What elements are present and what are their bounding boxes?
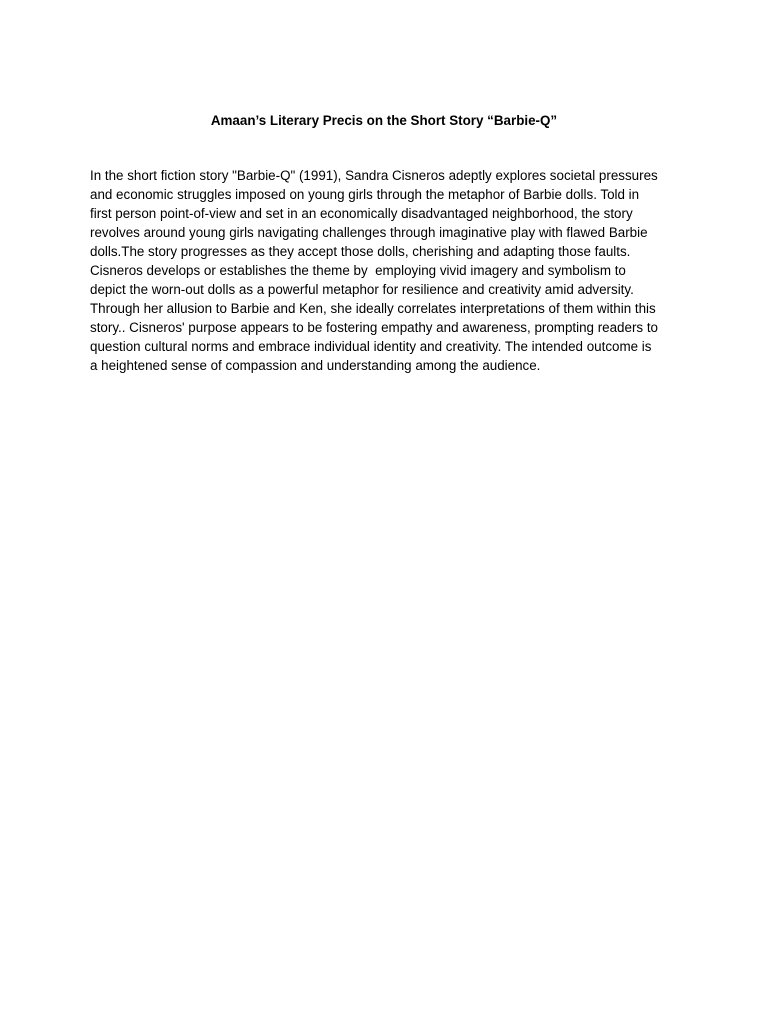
body-line: dolls.The story progresses as they accept those dolls, cherishing and adapting those faults. (90, 244, 631, 259)
body-line: In the short fiction story "Barbie-Q" (1991), Sandra Cisneros adeptly explores societal pressures (90, 168, 658, 183)
body-line: Cisneros develops or establishes the theme by employing vivid imagery and symbolism to (90, 263, 626, 278)
body-line: story.. Cisneros' purpose appears to be fostering empathy and awareness, prompting readers to (90, 320, 658, 335)
body-line: Through her allusion to Barbie and Ken, she ideally correlates interpretations of them within this (90, 301, 656, 316)
document-body (90, 166, 690, 375)
body-line: revolves around young girls navigating challenges through imaginative play with flawed Barbie (90, 225, 648, 240)
body-line: a heightened sense of compassion and understanding among the audience. (90, 358, 541, 373)
body-line: first person point-of-view and set in an economically disadvantaged neighborhood, the story (90, 206, 633, 221)
body-line: question cultural norms and embrace individual identity and creativity. The intended outcome is (90, 339, 652, 354)
body-line: and economic struggles imposed on young girls through the metaphor of Barbie dolls. Told in (90, 187, 640, 202)
document-title: Amaan’s Literary Precis on the Short Story “Barbie-Q” (210, 113, 558, 128)
body-line: depict the worn-out dolls as a powerful metaphor for resilience and creativity amid adversity. (90, 282, 634, 297)
